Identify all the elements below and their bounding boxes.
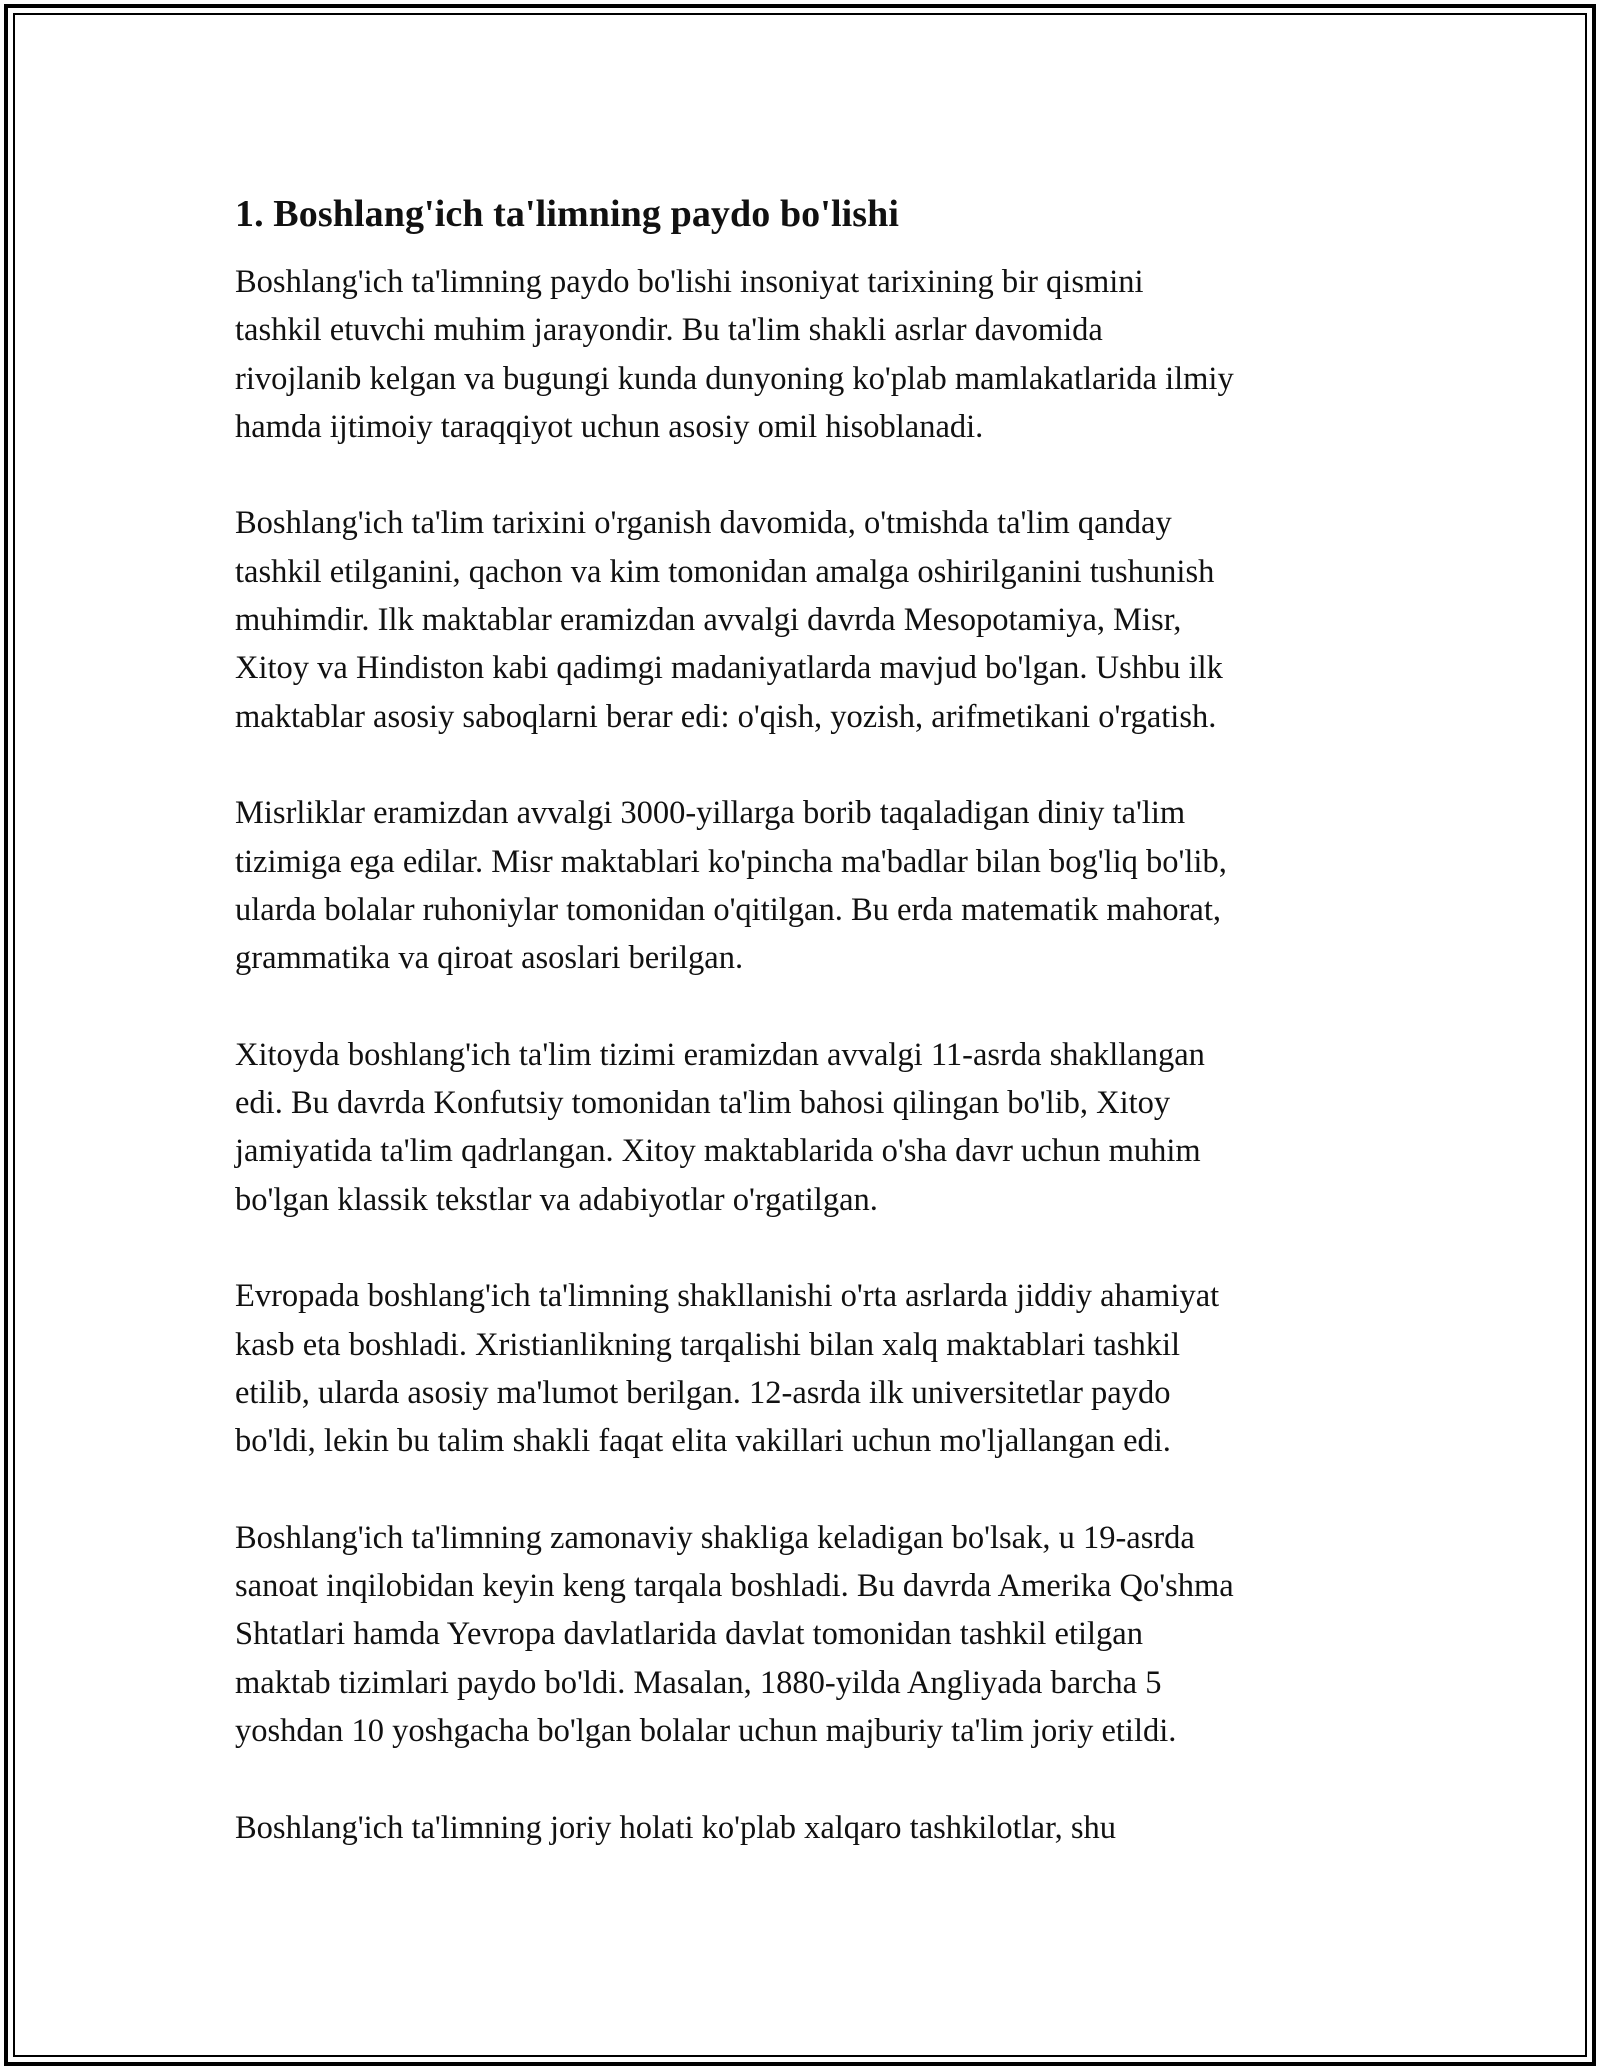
text-line: tashkil etilganini, qachon va kim tomonidan amalga oshirilganini tushunish [235,553,1215,590]
text-line: Boshlang'ich ta'limning paydo bo'lishi insoniyat tarixining bir qismini [235,264,1144,300]
section-heading: 1. Boshlang'ich ta'limning paydo bo'lishi [235,193,900,235]
text-line: Xitoy va Hindiston kabi qadimgi madaniyatlarda mavjud bo'lgan. Ushbu ilk [235,650,1223,687]
paragraph-4 [235,1031,1370,1224]
paragraph-2 [235,499,1370,740]
text-line: sanoat inqilobidan keyin keng tarqala boshladi. Bu davrda Amerika Qo'shma [235,1568,1234,1605]
text-line: etilib, ularda asosiy ma'lumot berilgan. 12-asrda ilk universitetlar paydo [235,1374,1171,1411]
text-line: grammatika va qiroat asoslari berilgan. [235,940,744,977]
text-line: Misrliklar eramizdan avvalgi 3000-yillarga borib taqaladigan diniy ta'lim [235,795,1186,832]
paragraph-1 [235,258,1370,451]
text-line: Boshlang'ich ta'lim tarixini o'rganish davomida, o'tmishda ta'lim qanday [235,505,1172,542]
text-line: tashkil etuvchi muhim jarayondir. Bu ta'lim shakli asrlar davomida [235,312,1103,349]
document-body [235,258,1370,1852]
paragraph-3 [235,789,1370,982]
text-line: yoshdan 10 yoshgacha bo'lgan bolalar uchun majburiy ta'lim joriy etildi. [235,1712,1177,1749]
text-line: Evropada boshlang'ich ta'limning shakllanishi o'rta asrlarda jiddiy ahamiyat [235,1278,1220,1315]
text-line: hamda ijtimoiy taraqqiyot uchun asosiy omil hisoblanadi. [235,408,984,445]
paragraph-5 [235,1272,1370,1465]
text-line: jamiyatida ta'lim qadrlangan. Xitoy maktablarida o'sha davr uchun muhim [235,1133,1201,1170]
text-line: Shtatlari hamda Yevropa davlatlarida davlat tomonidan tashkil etilgan [235,1616,1143,1653]
text-line: edi. Bu davrda Konfutsiy tomonidan ta'lim bahosi qilingan bo'lib, Xitoy [235,1085,1171,1122]
text-line: Boshlang'ich ta'limning joriy holati ko'plab xalqaro tashkilotlar, shu [235,1809,1116,1846]
text-line: Xitoyda boshlang'ich ta'lim tizimi eramizdan avvalgi 11-asrda shakllangan [235,1036,1205,1073]
text-line: bo'ldi, lekin bu talim shakli faqat elita vakillari uchun mo'ljallangan edi. [235,1423,1171,1460]
text-line: maktablar asosiy saboqlarni berar edi: o'qish, yozish, arifmetikani o'rgatish. [235,698,1217,735]
text-line: ularda bolalar ruhoniylar tomonidan o'qitilgan. Bu erda matematik mahorat, [235,891,1221,928]
text-line: Boshlang'ich ta'limning zamonaviy shakliga keladigan bo'lsak, u 19-asrda [235,1519,1195,1556]
text-line: muhimdir. Ilk maktablar eramizdan avvalgi davrda Mesopotamiya, Misr, [235,602,1182,639]
paragraph-6 [235,1514,1370,1755]
document-content [235,188,1370,1852]
text-line: rivojlanib kelgan va bugungi kunda dunyoning ko'plab mamlakatlarida ilmiy [235,360,1234,397]
text-line: bo'lgan klassik tekstlar va adabiyotlar o'rgatilgan. [235,1181,878,1218]
text-line: kasb eta boshladi. Xristianlikning tarqalishi bilan xalq maktablari tashkil [235,1326,1181,1363]
text-line: tizimiga ega edilar. Misr maktablari ko'pincha ma'badlar bilan bog'liq bo'lib, [235,843,1227,880]
text-line: maktab tizimlari paydo bo'ldi. Masalan, 1880-yilda Angliyada barcha 5 [235,1664,1162,1701]
paragraph-7 [235,1804,1370,1852]
